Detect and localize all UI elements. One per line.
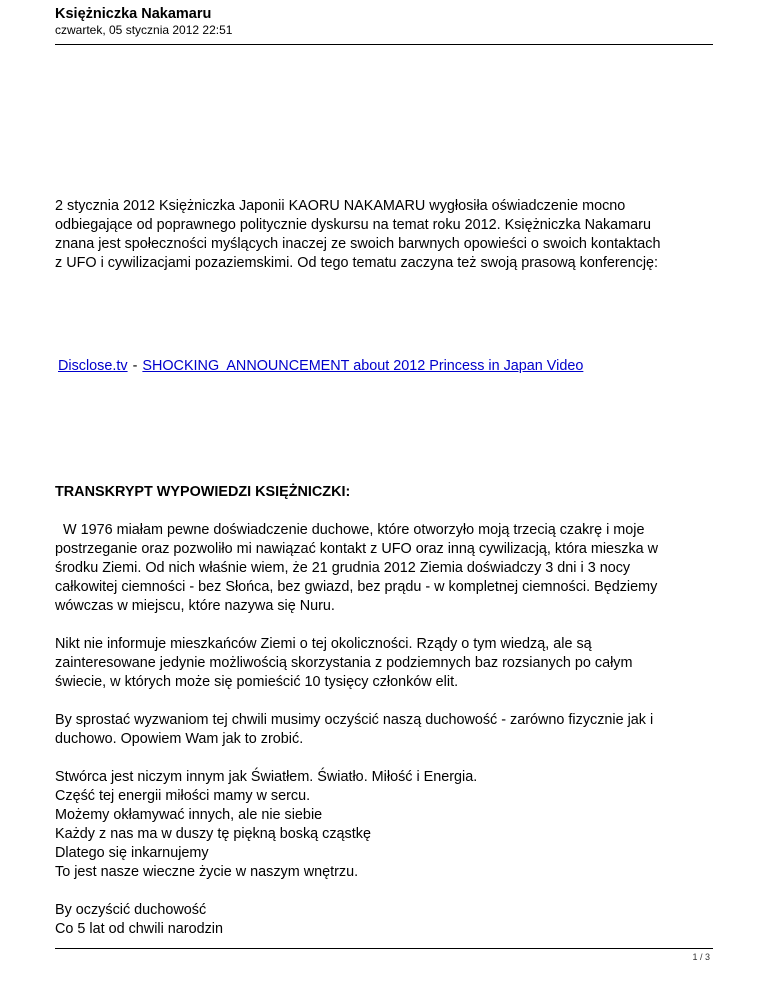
text-line: Stwórca jest niczym innym jak Światłem. Światło. Miłość i Energia. — [55, 769, 478, 785]
transcript-section — [55, 483, 715, 958]
post-date: czwartek, 05 stycznia 2012 22:51 — [55, 23, 233, 37]
video-link[interactable]: SHOCKING ANNOUNCEMENT about 2012 Princess in Japan Video — [142, 358, 584, 374]
text-line: z UFO i cywilizacjami pozaziemskimi. Od tego tematu zaczyna też swoją prasową konferencję: — [55, 255, 659, 271]
text-line: Dlatego się inkarnujemy — [55, 845, 209, 861]
text-line: zainteresowane jedynie możliwością skorzystania z podziemnych baz rozsianych po całym — [55, 655, 633, 671]
page-title: Księżniczka Nakamaru — [55, 6, 212, 22]
text-line: odbiegające od poprawnego politycznie dyskursu na temat roku 2012. Księżniczka Nakamaru — [55, 217, 651, 233]
text-line: znana jest społeczności myślących inaczej ze swoich barwnych opowieści o swoich kontaktach — [55, 236, 661, 252]
text-line: środku Ziemi. Od nich właśnie wiem, że 21 grudnia 2012 Ziemia doświadczy 3 dni i 3 nocy — [55, 560, 631, 576]
disclose-tv-link[interactable]: Disclose.tv — [58, 358, 128, 374]
footer-divider — [55, 948, 713, 949]
header-divider — [55, 44, 713, 45]
text-line: Możemy okłamywać innych, ale nie siebie — [55, 807, 323, 823]
text-line: By sprostać wyzwaniom tej chwili musimy oczyścić naszą duchowość - zarówno fizycznie jak i — [55, 712, 654, 728]
text-line: wówczas w miejscu, które nazywa się Nuru. — [55, 598, 335, 614]
document-header — [55, 6, 713, 38]
transcript-heading: TRANSKRYPT WYPOWIEDZI KSIĘŻNICZKI: — [55, 484, 351, 500]
transcript-paragraph — [55, 521, 715, 616]
text-line: Nikt nie informuje mieszkańców Ziemi o tej okoliczności. Rządy o tym wiedzą, ale są — [55, 636, 592, 652]
transcript-paragraph — [55, 635, 715, 692]
text-line: Każdy z nas ma w duszy tę piękną boską cząstkę — [55, 826, 371, 842]
video-links — [58, 357, 718, 376]
text-line: postrzeganie oraz pozwoliło mi nawiązać kontakt z UFO oraz inną cywilizacją, która mieszka w — [55, 541, 659, 557]
text-line: To jest nasze wieczne życie w naszym wnętrzu. — [55, 864, 359, 880]
intro-paragraph — [55, 197, 715, 273]
text-line: W 1976 miałam pewne doświadczenie duchowe, które otworzyło moją trzecią czakrę i moje — [63, 522, 645, 538]
transcript-paragraph — [55, 711, 715, 749]
transcript-paragraph — [55, 768, 715, 882]
text-line: świecie, w których może się pomieścić 10 tysięcy członków elit. — [55, 674, 459, 690]
text-line: Część tej energii miłości mamy w sercu. — [55, 788, 311, 804]
link-separator: - — [132, 358, 138, 374]
text-line: Co 5 lat od chwili narodzin — [55, 921, 223, 937]
page-number: 1 / 3 — [692, 952, 710, 962]
text-line: całkowitej ciemności - bez Słońca, bez gwiazd, bez prądu - w kompletnej ciemności. Będziemy — [55, 579, 658, 595]
text-line: duchowo. Opowiem Wam jak to zrobić. — [55, 731, 304, 747]
text-line: 2 stycznia 2012 Księżniczka Japonii KAORU NAKAMARU wygłosiła oświadczenie mocno — [55, 198, 626, 214]
transcript-paragraph — [55, 901, 715, 939]
text-line: By oczyścić duchowość — [55, 902, 207, 918]
